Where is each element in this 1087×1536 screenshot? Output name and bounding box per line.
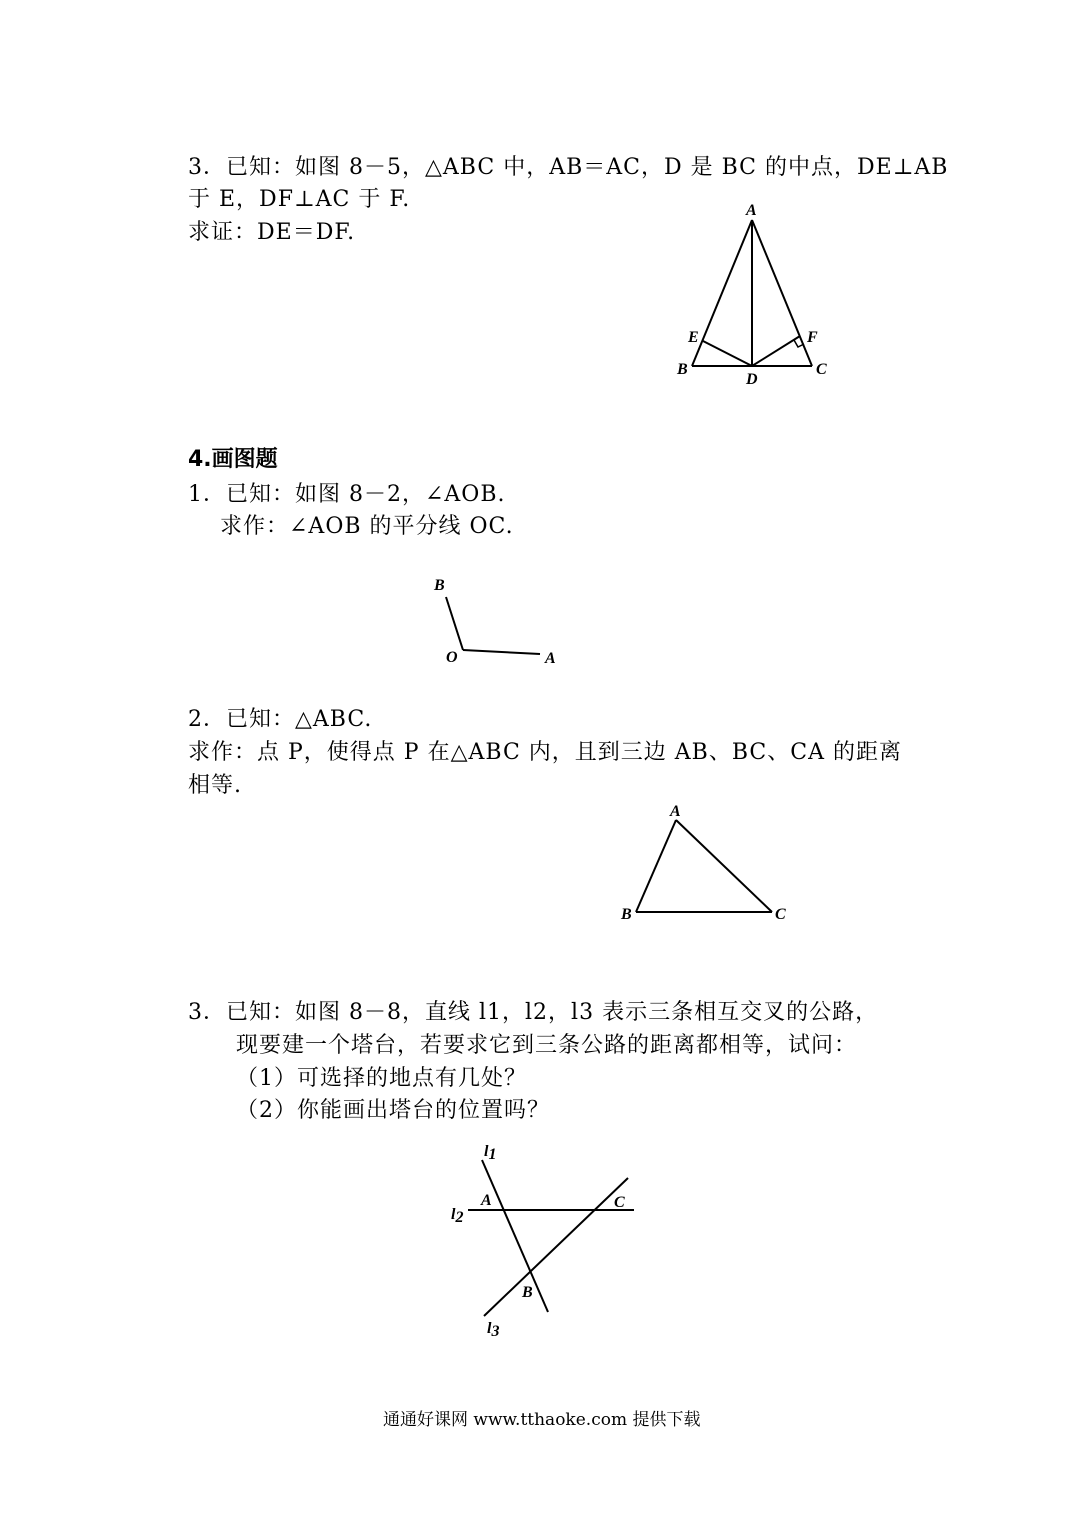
label-B: B (522, 1284, 533, 1301)
label-C: C (775, 906, 786, 923)
label-l3: l3 (487, 1320, 500, 1340)
q3-text-line-3: 求证：DE＝DF. (188, 220, 356, 245)
label-C: C (614, 1194, 625, 1211)
draw2-text-line-2: 求作：点 P，使得点 P 在△ABC 内，且到三边 AB、BC、CA 的距离 (188, 740, 902, 765)
label-B: B (677, 361, 688, 378)
label-l1: l1 (484, 1143, 497, 1163)
figure-8-8 (468, 1160, 634, 1316)
label-A: A (746, 202, 757, 219)
label-C: C (816, 361, 827, 378)
figure-triangle-abc-labels (620, 803, 786, 923)
label-F: F (807, 329, 818, 346)
label-E: E (688, 329, 699, 346)
draw3-text-line-3: （1）可选择的地点有几处？ (236, 1066, 527, 1091)
draw3-text-line-4: （2）你能画出塔台的位置吗？ (236, 1098, 550, 1123)
line-l3 (484, 1178, 628, 1316)
segment-DE (703, 341, 752, 366)
figure-8-8-labels (451, 1143, 625, 1340)
label-D: D (746, 371, 758, 388)
q3-text-line-1: 3．已知：如图 8－5，△ABC 中，AB＝AC，D 是 BC 的中点，DE⊥AB (188, 155, 949, 180)
draw1-text-line-2: 求作：∠AOB 的平分线 OC. (220, 514, 514, 539)
figure-triangle-abc (636, 820, 772, 912)
draw2-text-line-1: 2．已知：△ABC. (188, 707, 373, 732)
segment-AC (676, 820, 772, 912)
draw1-text-line-1: 1．已知：如图 8－2，∠AOB. (188, 482, 506, 507)
draw3-text-line-1: 3．已知：如图 8－8，直线 l1，l2，l3 表示三条相互交叉的公路， (188, 1000, 879, 1025)
segment-AB (636, 820, 676, 912)
figure-8-5 (692, 220, 812, 366)
label-B: B (621, 906, 632, 923)
ray-OB (446, 597, 463, 650)
footer-text: 通通好课网 www.tthaoke.com 提供下载 (383, 1410, 701, 1430)
segment-DF (752, 336, 800, 366)
segment-AB (692, 220, 752, 366)
draw3-text-line-2: 现要建一个塔台，若要求它到三条公路的距离都相等，试问： (236, 1033, 858, 1058)
ray-OA (463, 650, 540, 654)
label-O: O (446, 649, 458, 666)
label-B: B (434, 577, 445, 594)
draw2-text-line-3: 相等. (188, 773, 242, 798)
label-A: A (670, 803, 681, 820)
label-A: A (481, 1192, 492, 1209)
label-A: A (545, 650, 556, 667)
section-heading: 4.画图题 (188, 447, 278, 472)
q3-text-line-2: 于 E，DF⊥AC 于 F. (188, 187, 411, 212)
line-l1 (482, 1160, 548, 1312)
label-l2: l2 (451, 1206, 464, 1226)
figure-8-2 (446, 597, 540, 654)
